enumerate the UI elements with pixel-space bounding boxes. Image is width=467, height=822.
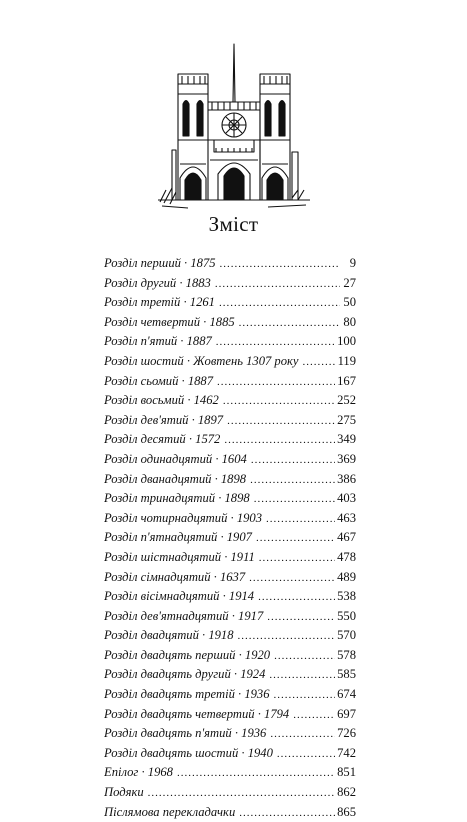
toc-entry-page: 674	[337, 687, 356, 702]
dot-leader	[256, 529, 335, 548]
toc-entry-page: 252	[337, 393, 356, 408]
dot-leader	[215, 275, 340, 294]
toc-entry[interactable]	[104, 293, 356, 313]
toc-entry-label: Розділ вісімнадцятий · 1914	[104, 589, 255, 604]
toc-entry-page: 865	[337, 804, 356, 819]
toc-entry-label: Розділ десятий · 1572	[104, 432, 221, 447]
toc-entry-page: 726	[337, 726, 356, 741]
toc-entry-page: 851	[337, 765, 356, 780]
toc-entry[interactable]	[104, 489, 356, 509]
toc-entry-page: 578	[337, 647, 356, 662]
dot-leader	[223, 392, 335, 411]
toc-entry[interactable]	[104, 528, 356, 548]
toc-entry[interactable]	[104, 705, 356, 725]
toc-entry-label: Розділ дев'ятнадцятий · 1917	[104, 608, 264, 623]
toc-entry-label: Розділ сьомий · 1887	[104, 373, 214, 388]
toc-entry-label: Післямова перекладачки	[104, 804, 236, 819]
toc-entry[interactable]	[104, 548, 356, 568]
toc-entry-label: Розділ п'ятий · 1887	[104, 334, 212, 349]
toc-entry-label: Подяки	[104, 785, 144, 800]
toc-entry-page: 489	[337, 569, 356, 584]
toc-entry-label: Розділ двадцять четвертий · 1794	[104, 706, 290, 721]
toc-entry-label: Розділ восьмий · 1462	[104, 393, 219, 408]
toc-entry-label: Розділ шістнадцятий · 1911	[104, 549, 255, 564]
toc-entry-label: Розділ третій · 1261	[104, 295, 215, 310]
toc-entry[interactable]	[104, 470, 356, 490]
toc-entry-page: 478	[337, 549, 356, 564]
toc-entry[interactable]	[104, 313, 356, 333]
toc-entry-label: Розділ чотирнадцятий · 1903	[104, 510, 263, 525]
toc-entry-label: Розділ п'ятнадцятий · 1907	[104, 530, 252, 545]
toc-entry[interactable]	[104, 450, 356, 470]
toc-entry-page: 467	[337, 530, 356, 545]
dot-leader	[219, 294, 340, 313]
dot-leader	[277, 745, 335, 764]
toc-entry-label: Розділ шостий · Жовтень 1307 року	[104, 353, 299, 368]
dot-leader	[224, 431, 335, 450]
dot-leader	[249, 569, 335, 588]
dot-leader	[293, 706, 335, 725]
toc-entry[interactable]	[104, 646, 356, 666]
dot-leader	[258, 588, 335, 607]
toc-entry[interactable]	[104, 352, 356, 372]
toc-entry[interactable]	[104, 568, 356, 588]
dot-leader	[239, 314, 340, 333]
toc-entry-page: 119	[337, 353, 356, 368]
toc-entry-label: Розділ двадцять шостий · 1940	[104, 745, 273, 760]
toc-entry-label: Розділ тринадцятий · 1898	[104, 491, 250, 506]
dot-leader	[250, 471, 335, 490]
toc-entry-label: Розділ дев'ятий · 1897	[104, 412, 224, 427]
toc-title: Зміст	[208, 212, 259, 236]
table-of-contents	[104, 254, 356, 822]
dot-leader	[216, 333, 335, 352]
toc-entry[interactable]	[104, 626, 356, 646]
toc-entry-page: 538	[337, 589, 356, 604]
toc-entry[interactable]	[104, 783, 356, 803]
dot-leader	[269, 666, 335, 685]
dot-leader	[148, 784, 335, 803]
toc-entry-page: 275	[337, 412, 356, 427]
toc-entry-label: Розділ двадцятий · 1918	[104, 628, 234, 643]
toc-entry-page: 862	[337, 785, 356, 800]
toc-entry[interactable]	[104, 430, 356, 450]
toc-entry[interactable]	[104, 332, 356, 352]
toc-entry[interactable]	[104, 254, 356, 274]
dot-leader	[177, 764, 335, 783]
toc-entry[interactable]	[104, 803, 356, 822]
dot-leader	[254, 490, 335, 509]
toc-entry-label: Розділ четвертий · 1885	[104, 314, 235, 329]
toc-entry-label: Розділ одинадцятий · 1604	[104, 451, 247, 466]
toc-entry-page: 349	[337, 432, 356, 447]
toc-entry-page: 9	[349, 256, 356, 270]
toc-entry-page: 570	[337, 628, 356, 643]
dot-leader	[227, 412, 335, 431]
toc-entry[interactable]	[104, 391, 356, 411]
toc-entry-label: Розділ другий · 1883	[104, 275, 211, 290]
toc-entry-label: Розділ двадцять третій · 1936	[104, 687, 270, 702]
toc-entry-page: 80	[343, 314, 356, 329]
toc-entry-page: 27	[343, 275, 356, 290]
dot-leader	[274, 686, 336, 705]
toc-entry-page: 697	[337, 706, 356, 721]
dot-leader	[251, 451, 335, 470]
dot-leader	[239, 804, 335, 822]
dot-leader	[259, 549, 335, 568]
toc-entry-page: 369	[337, 451, 356, 466]
toc-entry[interactable]	[104, 509, 356, 529]
toc-entry-page: 386	[337, 471, 356, 486]
dot-leader	[266, 510, 335, 529]
toc-entry[interactable]	[104, 274, 356, 294]
toc-entry[interactable]	[104, 763, 356, 783]
dot-leader	[267, 608, 335, 627]
toc-entry[interactable]	[104, 411, 356, 431]
toc-entry-label: Розділ двадцять другий · 1924	[104, 667, 266, 682]
toc-entry-page: 550	[337, 608, 356, 623]
toc-entry-label: Розділ двадцять перший · 1920	[104, 647, 271, 662]
dot-leader	[238, 627, 336, 646]
toc-entry-page: 403	[337, 491, 356, 506]
toc-entry[interactable]	[104, 607, 356, 627]
dot-leader	[303, 353, 336, 372]
toc-entry[interactable]	[104, 372, 356, 392]
dot-leader	[270, 725, 335, 744]
toc-entry[interactable]	[104, 665, 356, 685]
toc-entry-label: Розділ двадцять п'ятий · 1936	[104, 726, 267, 741]
toc-entry-label: Розділ сімнадцятий · 1637	[104, 569, 246, 584]
dot-leader	[274, 647, 335, 666]
dot-leader	[217, 373, 335, 392]
toc-entry-page: 167	[337, 373, 356, 388]
toc-entry-page: 742	[337, 745, 356, 760]
toc-entry-label: Розділ дванадцятий · 1898	[104, 471, 247, 486]
cathedral-icon	[158, 40, 310, 215]
toc-entry-page: 585	[337, 667, 356, 682]
toc-entry-label: Епілог · 1968	[104, 765, 173, 780]
toc-entry-page: 50	[343, 295, 356, 310]
toc-entry-label: Розділ перший · 1875	[104, 256, 216, 270]
toc-entry[interactable]	[104, 587, 356, 607]
toc-entry-page: 463	[337, 510, 356, 525]
toc-entry[interactable]	[104, 685, 356, 705]
dot-leader	[220, 255, 340, 274]
toc-entry-page: 100	[337, 334, 356, 349]
toc-entry[interactable]	[104, 724, 356, 744]
